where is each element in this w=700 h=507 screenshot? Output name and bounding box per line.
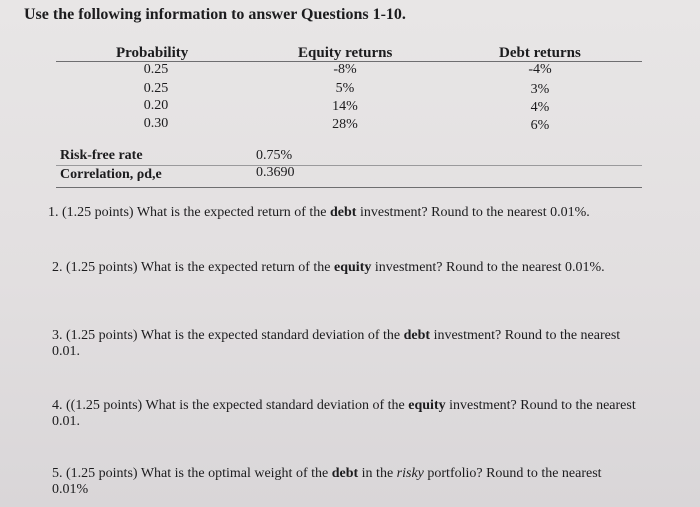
question-text: investment? Round to the nearest 0.01. [52,398,636,429]
page-title: Use the following information to answer Questions 1-10. [24,6,406,23]
question-keyword: debt [331,466,359,481]
question-text: What is the expected return of the [140,260,331,275]
cell-equity-1: -8% [333,62,357,77]
question-points: (1.25 points) [66,466,138,481]
question-text: investment? Round to the nearest 0.01. [52,328,621,359]
question-points: ((1.25 points) [66,398,143,413]
cell-equity-2: 5% [335,81,355,96]
question-keyword: debt [330,205,357,220]
header-probability: Probability [116,45,189,61]
correlation-label: Correlation, ρd,e [60,167,162,182]
header-equity-returns: Equity returns [298,45,393,61]
question-text: investment? Round to the nearest 0.01%. [359,205,590,220]
question-4 [52,398,652,430]
question-3 [52,328,632,360]
question-points: (1.25 points) [62,205,134,220]
cell-equity-3: 14% [332,99,358,114]
question-text: What is the expected return of the [136,205,327,220]
cell-debt-3: 4% [530,100,550,115]
question-keyword: debt [403,328,431,343]
cell-debt-4: 6% [530,118,550,133]
question-text: What is the expected standard deviation of the [140,328,401,343]
question-number: 3. [52,328,63,343]
question-points: (1.25 points) [66,260,138,275]
cell-debt-2: 3% [530,82,550,97]
question-number: 1. [48,205,59,220]
question-text: investment? Round to the nearest 0.01%. [374,260,605,275]
question-2 [52,260,612,276]
correlation-value: 0.3690 [256,165,295,180]
question-5 [52,466,612,498]
question-text: portfolio? Round to the nearest 0.01% [52,466,602,497]
param-rule [56,165,642,166]
risk-free-label: Risk-free rate [60,148,143,163]
question-number: 2. [52,260,63,275]
question-text: What is the optimal weight of the [140,466,329,481]
question-1 [48,205,648,221]
question-text: in the [361,466,394,481]
cell-prob-1: 0.25 [143,62,169,77]
cell-prob-3: 0.20 [143,98,169,113]
question-number: 4. [52,398,63,413]
question-keyword: equity [408,398,446,413]
cell-prob-4: 0.30 [143,116,169,131]
cell-equity-4: 28% [332,117,358,132]
question-text: What is the expected standard deviation of the [145,398,405,413]
risk-free-value: 0.75% [256,148,293,163]
param-bottom-rule [56,187,642,188]
header-debt-returns: Debt returns [499,45,581,61]
question-keyword: equity [334,260,372,275]
cell-debt-1: -4% [528,62,552,77]
question-number: 5. [52,466,63,481]
question-points: (1.25 points) [66,328,138,343]
question-italic: risky [396,466,424,481]
cell-prob-2: 0.25 [143,81,169,96]
